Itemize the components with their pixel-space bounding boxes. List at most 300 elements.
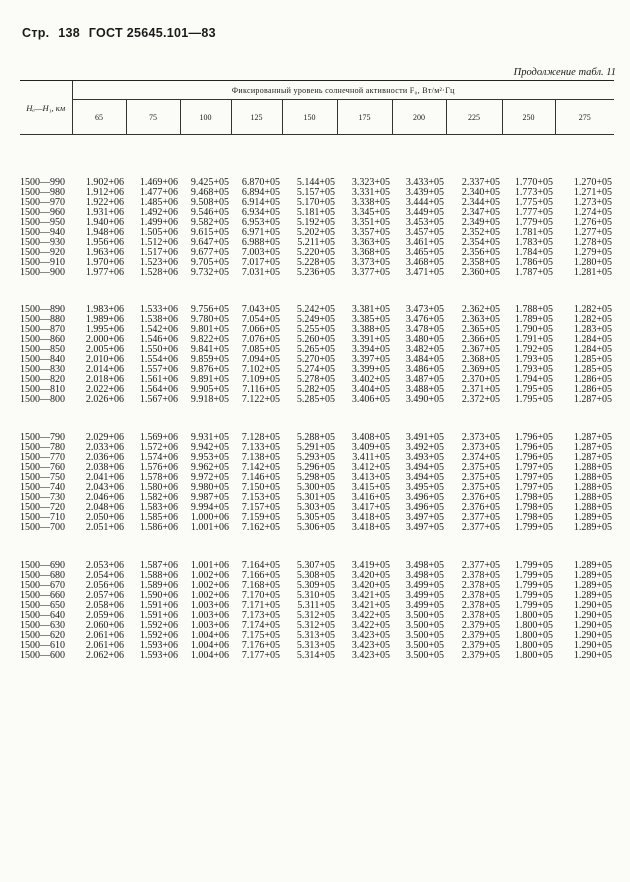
value-cell: 2.375+05 <box>461 483 500 493</box>
value-cell: 2.062+06 <box>85 651 124 661</box>
value-cell: 1.956+06 <box>85 238 124 248</box>
value-cell: 5.308+05 <box>296 571 335 581</box>
altitude-range-cell: 1500—920 <box>20 248 65 258</box>
value-cell: 7.054+05 <box>241 315 280 325</box>
value-cell: 3.422+05 <box>351 611 390 621</box>
value-cell: 5.312+05 <box>296 611 335 621</box>
value-cell: 3.415+05 <box>351 483 390 493</box>
value-cell: 5.296+05 <box>296 463 335 473</box>
value-cell: 3.412+05 <box>351 463 390 473</box>
altitude-range-cell: 1500—970 <box>20 198 65 208</box>
table-row <box>20 385 614 395</box>
value-cell: 1.779+05 <box>514 218 553 228</box>
value-cell: 7.162+05 <box>241 523 280 533</box>
value-cell: 6.870+05 <box>241 178 280 188</box>
value-cell: 3.409+05 <box>351 443 390 453</box>
value-cell: 1.931+06 <box>85 208 124 218</box>
altitude-range-cell: 1500—710 <box>20 513 65 523</box>
value-cell: 1.795+05 <box>514 385 553 395</box>
altitude-range-cell: 1500—940 <box>20 228 65 238</box>
value-cell: 3.500+05 <box>405 641 444 651</box>
column-header: 175 <box>337 100 392 135</box>
value-cell: 9.705+05 <box>190 258 229 268</box>
altitude-range-cell: 1500—620 <box>20 631 65 641</box>
value-cell: 9.994+05 <box>190 503 229 513</box>
value-cell: 5.312+05 <box>296 621 335 631</box>
value-cell: 1.276+05 <box>573 218 613 228</box>
value-cell: 5.236+05 <box>296 268 335 278</box>
value-cell: 1.773+05 <box>514 188 553 198</box>
value-cell: 1.288+05 <box>573 503 613 513</box>
value-cell: 1.274+05 <box>573 208 613 218</box>
value-cell: 2.363+05 <box>461 315 500 325</box>
table-row <box>20 178 614 188</box>
value-cell: 5.242+05 <box>296 305 335 315</box>
value-cell: 7.164+05 <box>241 561 280 571</box>
value-cell: 1.794+05 <box>514 375 553 385</box>
table-row <box>20 443 614 453</box>
value-cell: 1.800+05 <box>514 631 553 641</box>
value-cell: 6.971+05 <box>241 228 280 238</box>
altitude-range-cell: 1500—770 <box>20 453 65 463</box>
value-cell: 1.499+06 <box>139 218 178 228</box>
table-row <box>20 365 614 375</box>
value-cell: 7.150+05 <box>241 483 280 493</box>
column-header: 65 <box>72 100 126 135</box>
value-cell: 7.116+05 <box>242 385 280 395</box>
table-row <box>20 258 614 268</box>
value-cell: 9.822+05 <box>190 335 229 345</box>
column-header: 125 <box>231 100 282 135</box>
value-cell: 3.423+05 <box>351 631 390 641</box>
value-cell: 1.591+06 <box>139 611 178 621</box>
value-cell: 3.486+05 <box>405 365 444 375</box>
value-cell: 7.138+05 <box>241 453 280 463</box>
value-cell: 3.416+05 <box>351 493 390 503</box>
value-cell: 3.421+05 <box>351 591 390 601</box>
value-cell: 3.495+05 <box>405 483 444 493</box>
value-cell: 3.420+05 <box>351 571 390 581</box>
value-cell: 3.453+05 <box>405 218 444 228</box>
table-row <box>20 315 614 325</box>
altitude-range-cell: 1500—630 <box>20 621 65 631</box>
table-row <box>20 228 614 238</box>
value-cell: 1.280+05 <box>573 258 613 268</box>
value-cell: 2.057+06 <box>85 591 124 601</box>
value-cell: 3.418+05 <box>351 523 390 533</box>
table-row <box>20 433 614 443</box>
value-cell: 2.376+05 <box>461 503 500 513</box>
altitude-range-cell: 1500—870 <box>20 325 65 335</box>
value-cell: 1.287+05 <box>573 433 613 443</box>
value-cell: 7.159+05 <box>241 513 280 523</box>
table-row <box>20 453 614 463</box>
value-cell: 5.270+05 <box>296 355 335 365</box>
value-cell: 1.290+05 <box>573 601 613 611</box>
value-cell: 9.425+05 <box>190 178 229 188</box>
value-cell: 2.043+06 <box>85 483 124 493</box>
column-header: 200 <box>392 100 446 135</box>
value-cell: 1.282+05 <box>573 305 613 315</box>
value-cell: 1.003+06 <box>190 621 229 631</box>
value-cell: 1.797+05 <box>514 483 553 493</box>
value-cell: 5.170+05 <box>296 198 335 208</box>
value-cell: 5.282+05 <box>296 385 335 395</box>
value-cell: 3.499+05 <box>405 591 444 601</box>
page-number: 138 <box>58 26 81 40</box>
table-row <box>20 345 614 355</box>
value-cell: 1.289+05 <box>573 523 613 533</box>
value-cell: 1.290+05 <box>573 641 613 651</box>
table-row <box>20 208 614 218</box>
value-cell: 2.010+06 <box>85 355 124 365</box>
value-cell: 1.286+05 <box>573 385 613 395</box>
value-cell: 1.593+06 <box>139 651 178 661</box>
value-cell: 1.922+06 <box>85 198 124 208</box>
value-cell: 1.546+06 <box>139 335 178 345</box>
value-cell: 3.473+05 <box>405 305 444 315</box>
value-cell: 2.372+05 <box>461 395 500 405</box>
table-row <box>20 305 614 315</box>
value-cell: 3.338+05 <box>351 198 390 208</box>
value-cell: 5.255+05 <box>296 325 335 335</box>
standard-code: ГОСТ 25645.101—83 <box>88 26 216 40</box>
value-cell: 3.351+05 <box>351 218 390 228</box>
value-cell: 7.085+05 <box>241 345 280 355</box>
value-cell: 1.786+05 <box>514 258 553 268</box>
value-cell: 3.497+05 <box>405 523 444 533</box>
value-cell: 2.377+05 <box>461 561 500 571</box>
value-cell: 9.756+05 <box>190 305 229 315</box>
value-cell: 1.288+05 <box>573 483 613 493</box>
value-cell: 1.289+05 <box>573 591 613 601</box>
value-cell: 7.142+05 <box>241 463 280 473</box>
value-cell: 1.283+05 <box>573 325 613 335</box>
value-cell: 1.963+06 <box>85 248 124 258</box>
value-cell: 5.274+05 <box>296 365 335 375</box>
value-cell: 5.311+05 <box>297 601 335 611</box>
value-cell: 1.586+06 <box>139 523 178 533</box>
value-cell: 2.053+06 <box>85 561 124 571</box>
value-cell: 1.469+06 <box>139 178 178 188</box>
value-cell: 1.799+05 <box>514 601 553 611</box>
value-cell: 3.468+05 <box>405 258 444 268</box>
value-cell: 1.793+05 <box>514 355 553 365</box>
value-cell: 3.500+05 <box>405 621 444 631</box>
altitude-range-cell: 1500—670 <box>20 581 65 591</box>
value-cell: 1.791+05 <box>514 335 553 345</box>
altitude-range-cell: 1500—640 <box>20 611 65 621</box>
value-cell: 5.157+05 <box>296 188 335 198</box>
value-cell: 2.000+06 <box>85 335 124 345</box>
value-cell: 3.406+05 <box>351 395 390 405</box>
altitude-range-cell: 1500—780 <box>20 443 65 453</box>
value-cell: 5.211+05 <box>297 238 335 248</box>
altitude-range-cell: 1500—910 <box>20 258 65 268</box>
value-cell: 2.060+06 <box>85 621 124 631</box>
value-cell: 3.418+05 <box>351 513 390 523</box>
value-cell: 1.574+06 <box>139 453 178 463</box>
value-cell: 3.478+05 <box>405 325 444 335</box>
table-row <box>20 571 614 581</box>
value-cell: 9.508+05 <box>190 198 229 208</box>
value-cell: 1.287+05 <box>573 395 613 405</box>
value-cell: 1.564+06 <box>139 385 178 395</box>
value-cell: 7.094+05 <box>241 355 280 365</box>
value-cell: 3.391+05 <box>351 335 390 345</box>
value-cell: 6.988+05 <box>241 238 280 248</box>
value-cell: 5.249+05 <box>296 315 335 325</box>
value-cell: 1.790+05 <box>514 325 553 335</box>
value-cell: 3.471+05 <box>405 268 444 278</box>
value-cell: 1.800+05 <box>514 621 553 631</box>
value-cell: 1.290+05 <box>573 621 613 631</box>
table-body <box>20 135 614 662</box>
value-cell: 5.314+05 <box>296 651 335 661</box>
value-cell: 3.433+05 <box>405 178 444 188</box>
table-row <box>20 188 614 198</box>
value-cell: 3.497+05 <box>405 513 444 523</box>
value-cell: 2.358+05 <box>461 258 500 268</box>
value-cell: 3.488+05 <box>405 385 444 395</box>
value-cell: 9.942+05 <box>190 443 229 453</box>
page-prefix: Стр. <box>22 26 50 40</box>
value-cell: 7.168+05 <box>241 581 280 591</box>
value-cell: 1.587+06 <box>139 561 178 571</box>
value-cell: 7.177+05 <box>241 651 280 661</box>
value-cell: 3.323+05 <box>351 178 390 188</box>
altitude-range-cell: 1500—830 <box>20 365 65 375</box>
value-cell: 2.360+05 <box>461 268 500 278</box>
value-cell: 1.799+05 <box>514 591 553 601</box>
value-cell: 5.144+05 <box>296 178 335 188</box>
value-cell: 1.902+06 <box>85 178 124 188</box>
value-cell: 2.378+05 <box>461 581 500 591</box>
value-cell: 3.331+05 <box>351 188 390 198</box>
value-cell: 5.293+05 <box>296 453 335 463</box>
value-cell: 1.589+06 <box>139 581 178 591</box>
value-cell: 1.550+06 <box>139 345 178 355</box>
value-cell: 3.444+05 <box>405 198 444 208</box>
value-cell: 1.523+06 <box>139 258 178 268</box>
value-cell: 5.313+05 <box>296 631 335 641</box>
value-cell: 2.061+06 <box>85 641 124 651</box>
value-cell: 9.876+05 <box>190 365 229 375</box>
value-cell: 3.490+05 <box>405 395 444 405</box>
altitude-range-cell: 1500—730 <box>20 493 65 503</box>
value-cell: 2.370+05 <box>461 375 500 385</box>
value-cell: 1.989+06 <box>85 315 124 325</box>
value-cell: 9.987+05 <box>190 493 229 503</box>
table-row <box>20 523 614 533</box>
value-cell: 1.800+05 <box>514 641 553 651</box>
value-cell: 1.542+06 <box>139 325 178 335</box>
value-cell: 7.043+05 <box>241 305 280 315</box>
value-cell: 2.347+05 <box>461 208 500 218</box>
value-cell: 3.496+05 <box>405 493 444 503</box>
value-cell: 9.980+05 <box>190 483 229 493</box>
value-cell: 5.303+05 <box>296 503 335 513</box>
table-row <box>20 335 614 345</box>
group-spacer <box>20 135 614 179</box>
altitude-range-cell: 1500—690 <box>20 561 65 571</box>
altitude-range-cell: 1500—750 <box>20 473 65 483</box>
value-cell: 3.499+05 <box>405 601 444 611</box>
value-cell: 3.388+05 <box>351 325 390 335</box>
value-cell: 5.291+05 <box>296 443 335 453</box>
value-cell: 9.780+05 <box>190 315 229 325</box>
value-cell: 1.000+06 <box>190 513 229 523</box>
value-cell: 1.003+06 <box>190 601 229 611</box>
value-cell: 3.500+05 <box>405 631 444 641</box>
value-cell: 1.977+06 <box>85 268 124 278</box>
value-cell: 2.022+06 <box>85 385 124 395</box>
table-row <box>20 651 614 661</box>
value-cell: 1.588+06 <box>139 571 178 581</box>
value-cell: 1.796+05 <box>514 443 553 453</box>
value-cell: 1.798+05 <box>514 493 553 503</box>
value-cell: 3.419+05 <box>351 561 390 571</box>
value-cell: 2.378+05 <box>461 601 500 611</box>
value-cell: 9.891+05 <box>190 375 229 385</box>
altitude-range-cell: 1500—950 <box>20 218 65 228</box>
value-cell: 3.498+05 <box>405 571 444 581</box>
table-row <box>20 375 614 385</box>
value-cell: 1.796+05 <box>514 433 553 443</box>
table-row <box>20 561 614 571</box>
value-cell: 1.583+06 <box>139 503 178 513</box>
value-cell: 1.770+05 <box>514 178 553 188</box>
value-cell: 2.375+05 <box>461 473 500 483</box>
altitude-range-cell: 1500—610 <box>20 641 65 651</box>
value-cell: 1.777+05 <box>514 208 553 218</box>
column-header: 250 <box>502 100 555 135</box>
value-cell: 1.557+06 <box>139 365 178 375</box>
value-cell: 2.378+05 <box>461 611 500 621</box>
value-cell: 3.439+05 <box>405 188 444 198</box>
table-row <box>20 463 614 473</box>
value-cell: 1.800+05 <box>514 611 553 621</box>
value-cell: 1.799+05 <box>514 581 553 591</box>
table-row <box>20 395 614 405</box>
value-cell: 1.792+05 <box>514 345 553 355</box>
value-cell: 1.004+06 <box>190 651 229 661</box>
value-cell: 3.408+05 <box>351 433 390 443</box>
value-cell: 1.289+05 <box>573 571 613 581</box>
altitude-range-cell: 1500—840 <box>20 355 65 365</box>
table-row <box>20 631 614 641</box>
value-cell: 7.102+05 <box>241 365 280 375</box>
value-cell: 1.287+05 <box>573 443 613 453</box>
value-cell: 2.026+06 <box>85 395 124 405</box>
table-caption: Продолжение табл. 11 <box>513 67 616 78</box>
table-row <box>20 503 614 513</box>
value-cell: 1.002+06 <box>190 571 229 581</box>
value-cell: 2.061+06 <box>85 631 124 641</box>
altitude-range-cell: 1500—810 <box>20 385 65 395</box>
column-header-row <box>20 100 614 135</box>
value-cell: 2.375+05 <box>461 463 500 473</box>
value-cell: 7.109+05 <box>241 375 280 385</box>
value-cell: 3.493+05 <box>405 453 444 463</box>
value-cell: 5.228+05 <box>296 258 335 268</box>
value-cell: 9.647+05 <box>190 238 229 248</box>
value-cell: 1.789+05 <box>514 315 553 325</box>
value-cell: 1.783+05 <box>514 238 553 248</box>
value-cell: 9.546+05 <box>190 208 229 218</box>
value-cell: 1.799+05 <box>514 523 553 533</box>
value-cell: 2.374+05 <box>461 453 500 463</box>
table-row <box>20 621 614 631</box>
value-cell: 2.046+06 <box>85 493 124 503</box>
value-cell: 2.365+05 <box>461 325 500 335</box>
value-cell: 3.357+05 <box>351 228 390 238</box>
table-row <box>20 513 614 523</box>
value-cell: 5.313+05 <box>296 641 335 651</box>
value-cell: 3.345+05 <box>351 208 390 218</box>
value-cell: 1.798+05 <box>514 513 553 523</box>
value-cell: 3.500+05 <box>405 651 444 661</box>
value-cell: 2.056+06 <box>85 581 124 591</box>
value-cell: 2.005+06 <box>85 345 124 355</box>
group-spacer <box>20 278 614 305</box>
value-cell: 1.800+05 <box>514 651 553 661</box>
value-cell: 3.449+05 <box>405 208 444 218</box>
value-cell: 1.585+06 <box>139 513 178 523</box>
value-cell: 9.972+05 <box>190 473 229 483</box>
value-cell: 3.421+05 <box>351 601 390 611</box>
value-cell: 9.962+05 <box>190 463 229 473</box>
value-cell: 3.465+05 <box>405 248 444 258</box>
value-cell: 9.905+05 <box>190 385 229 395</box>
value-cell: 3.480+05 <box>405 335 444 345</box>
value-cell: 2.051+06 <box>85 523 124 533</box>
value-cell: 2.373+05 <box>461 443 500 453</box>
value-cell: 7.153+05 <box>241 493 280 503</box>
value-cell: 1.492+06 <box>139 208 178 218</box>
value-cell: 9.677+05 <box>190 248 229 258</box>
value-cell: 1.289+05 <box>573 561 613 571</box>
value-cell: 3.461+05 <box>405 238 444 248</box>
group-spacer <box>20 533 614 561</box>
value-cell: 3.404+05 <box>351 385 390 395</box>
value-cell: 3.385+05 <box>351 315 390 325</box>
value-cell: 2.054+06 <box>85 571 124 581</box>
value-cell: 1.561+06 <box>139 375 178 385</box>
value-cell: 3.482+05 <box>405 345 444 355</box>
value-cell: 2.379+05 <box>461 651 500 661</box>
value-cell: 1.591+06 <box>139 601 178 611</box>
value-cell: 5.265+05 <box>296 345 335 355</box>
value-cell: 7.171+05 <box>241 601 280 611</box>
value-cell: 1.477+06 <box>139 188 178 198</box>
value-cell: 5.310+05 <box>296 591 335 601</box>
value-cell: 1.538+06 <box>139 315 178 325</box>
value-cell: 1.270+05 <box>573 178 613 188</box>
value-cell: 2.352+05 <box>461 228 500 238</box>
value-cell: 1.485+06 <box>139 198 178 208</box>
value-cell: 5.202+05 <box>296 228 335 238</box>
value-cell: 2.356+05 <box>461 248 500 258</box>
value-cell: 6.934+05 <box>241 208 280 218</box>
row-header: Hₐ—H₁, км <box>20 81 72 135</box>
value-cell: 2.059+06 <box>85 611 124 621</box>
value-cell: 1.288+05 <box>573 473 613 483</box>
page-header <box>22 26 221 40</box>
value-cell: 9.468+05 <box>190 188 229 198</box>
value-cell: 1.983+06 <box>85 305 124 315</box>
value-cell: 1.940+06 <box>85 218 124 228</box>
